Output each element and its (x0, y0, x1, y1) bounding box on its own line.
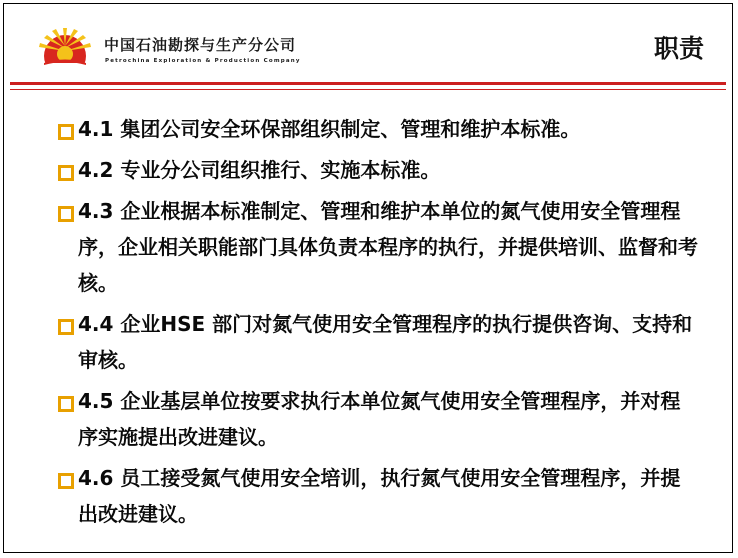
list-item (58, 306, 698, 378)
square-bullet-icon (58, 165, 74, 181)
list-item-text: 4.2 专业分公司组织推行、实施本标准。 (78, 158, 441, 182)
list-item (58, 193, 698, 301)
square-bullet-icon (58, 473, 74, 489)
square-bullet-icon (58, 396, 74, 412)
header-divider-thin (10, 89, 726, 90)
header-divider-thick (10, 82, 726, 85)
petrochina-logo-icon (32, 22, 98, 78)
square-bullet-icon (58, 206, 74, 222)
list-item (58, 111, 698, 147)
list-item (58, 460, 698, 532)
list-item (58, 383, 698, 455)
list-item-text: 4.4 企业HSE 部门对氮气使用安全管理程序的执行提供咨询、支持和审核。 (78, 312, 693, 372)
list-item-text: 4.3 企业根据本标准制定、管理和维护本单位的氮气使用安全管理程序，企业相关职能部门具体负责本程序的执行，并提供培训、监督和考核。 (78, 199, 698, 295)
list-item-text: 4.1 集团公司安全环保部组织制定、管理和维护本标准。 (78, 117, 581, 141)
list-item-text: 4.5 企业基层单位按要求执行本单位氮气使用安全管理程序，并对程序实施提出改进建议。 (78, 389, 681, 449)
company-name-cn: 中国石油勘探与生产分公司 (104, 36, 297, 54)
responsibility-list (58, 111, 698, 532)
list-item-text: 4.6 员工接受氮气使用安全培训，执行氮气使用安全管理程序，并提出改进建议。 (78, 466, 681, 526)
company-name-en: Petrochina Exploration & Production Company (105, 58, 301, 64)
square-bullet-icon (58, 319, 74, 335)
square-bullet-icon (58, 124, 74, 140)
list-item (58, 152, 698, 188)
slide-title: 职责 (653, 34, 704, 63)
slide (3, 3, 733, 553)
